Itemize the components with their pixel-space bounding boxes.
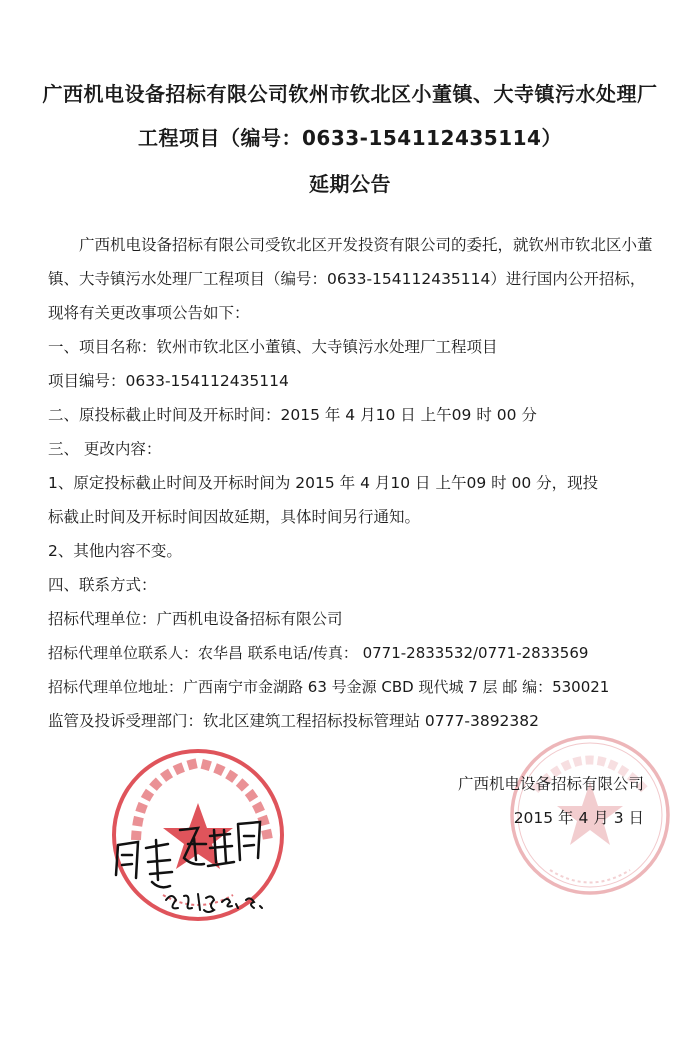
item-3-1-line-a: 1、原定投标截止时间及开标时间为 2015 年 4 月10 日 上午09 时 00 分，现投 — [48, 474, 599, 492]
notice-title-line-2: 工程项目（编号：0633-154112435114） — [138, 126, 562, 150]
contact-address: 招标代理单位地址：广西南宁市金湖路 63 号金源 CBD 现代城 7 层 邮 编：530021 — [48, 678, 610, 696]
item-3-1-line-b: 标截止时间及开标时间因故延期，具体时间另行通知。 — [48, 508, 421, 526]
intro-paragraph: 广西机电设备招标有限公司受钦北区开发投资有限公司的委托，就钦州市钦北区小董镇、大寺镇污水处理厂工程项目（编号：0633-154112435114）进行国内公开招标，现将有关更改事项公告如下： — [48, 236, 653, 322]
item-4-heading: 四、联系方式： — [48, 576, 157, 594]
signature-date: 2015 年 4 月 3 日 — [513, 809, 644, 827]
contact-person: 招标代理单位联系人：农华昌 联系电话/传真： 0771-2833532/0771-2833569 — [48, 644, 589, 662]
item-3-2: 2、其他内容不变。 — [48, 542, 182, 560]
item-1-project-code: 项目编号：0633-154112435114 — [48, 372, 289, 390]
notice-title-line-1: 广西机电设备招标有限公司钦州市钦北区小董镇、大寺镇污水处理厂 — [42, 82, 658, 106]
item-2-original-deadline: 二、原投标截止时间及开标时间：2015 年 4 月10 日 上午09 时 00 分 — [48, 406, 537, 424]
contact-unit: 招标代理单位：广西机电设备招标有限公司 — [48, 610, 343, 628]
notice-title-line-3: 延期公告 — [309, 172, 391, 196]
item-1-project-name: 一、项目名称：钦州市钦北区小董镇、大寺镇污水处理厂工程项目 — [48, 338, 498, 356]
signature-company: 广西机电设备招标有限公司 — [457, 775, 644, 793]
handwritten-signature — [108, 800, 288, 924]
supervision-department: 监管及投诉受理部门：钦北区建筑工程招标投标管理站 0777-3892382 — [48, 712, 539, 730]
notice-body — [48, 228, 658, 738]
item-3-heading: 三、 更改内容： — [48, 440, 162, 458]
